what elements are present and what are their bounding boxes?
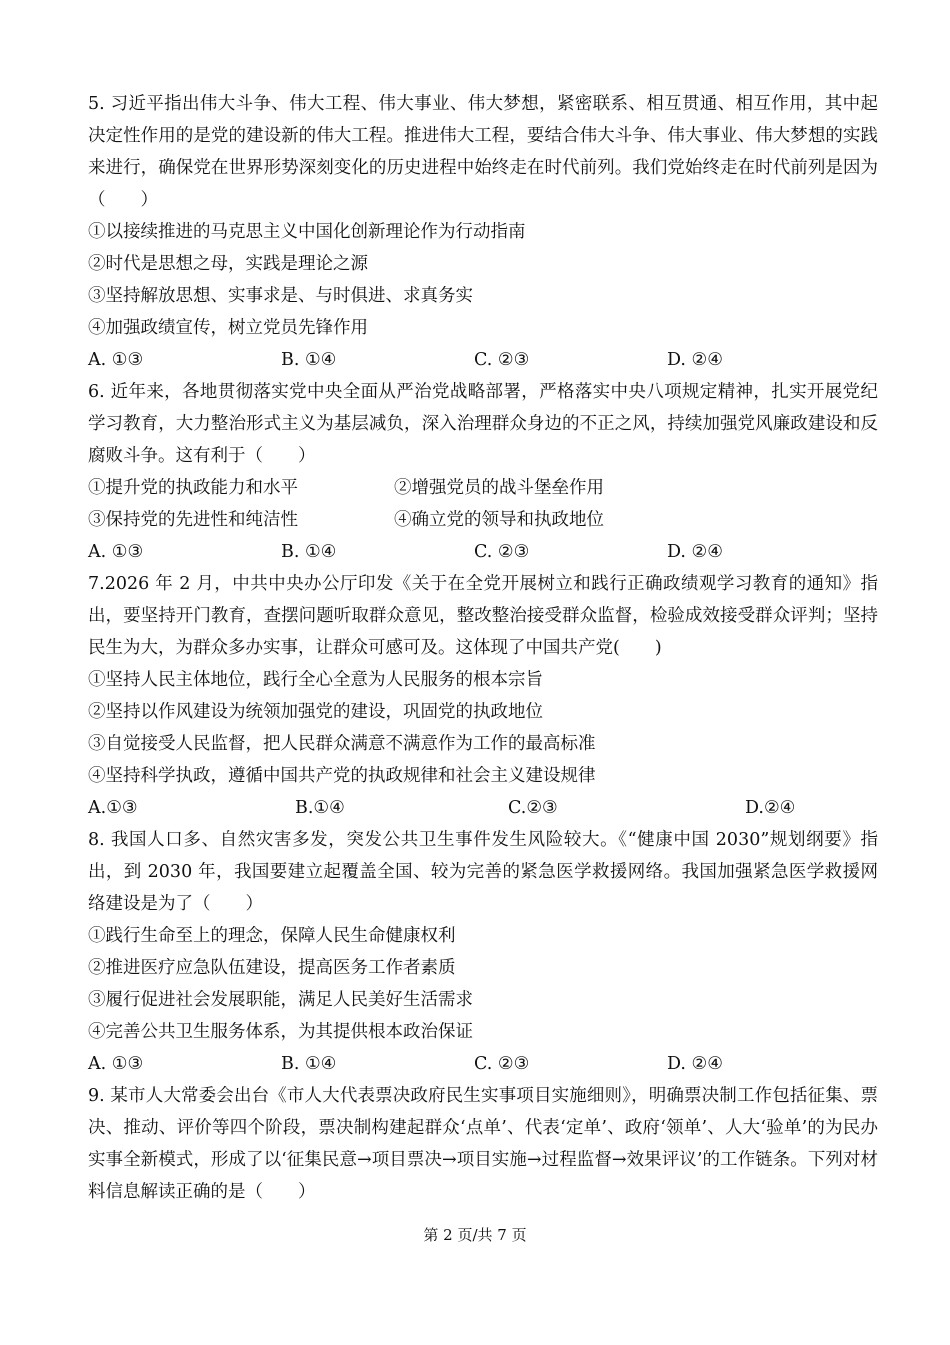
question-7-option-a: A.①③ [88, 798, 138, 818]
question-6 [88, 376, 878, 568]
question-5-option-d: D. ②④ [667, 350, 723, 370]
question-7-option-c: C.②③ [508, 798, 558, 818]
question-7-option-b: B.①④ [295, 798, 345, 818]
question-6-option-c: C. ②③ [474, 542, 530, 562]
question-7-stem: 7.2026 年 2 月，中共中央办公厅印发《关于在全党开展树立和践行正确政绩观学习教育的通知》指出，要坚持开门教育，查摆问题听取群众意见，整改整治接受群众监督，检验成效接受群众评判；坚持民生为大，为群众多办实事，让群众可感可及。这体现了中国共产党( ) [88, 574, 878, 658]
question-7-item-4: ④坚持科学执政，遵循中国共产党的执政规律和社会主义建设规律 [88, 766, 596, 786]
question-6-options [88, 536, 878, 568]
question-8-item-1: ①践行生命至上的理念，保障人民生命健康权利 [88, 926, 456, 946]
question-9-stem: 9. 某市人大常委会出台《市人大代表票决政府民生实事项目实施细则》，明确票决制工作包括征集、票决、推动、评价等四个阶段，票决制构建起群众‘点单’、代表‘定单’、政府‘领单’、人大‘验单’的为民办实事全新模式，形成了以‘征集民意→项目票决→项目实施→过程监督→效果评议’的工作链条。下列对材料信息解读正确的是（ ） [88, 1086, 878, 1202]
question-8-item-4: ④完善公共卫生服务体系，为其提供根本政治保证 [88, 1022, 473, 1042]
question-5-option-c: C. ②③ [474, 350, 530, 370]
question-5-option-a: A. ①③ [88, 350, 144, 370]
question-5-item-4: ④加强政绩宣传，树立党员先锋作用 [88, 318, 368, 338]
question-7-option-d: D.②④ [745, 798, 796, 818]
question-6-items-row-2 [88, 504, 878, 536]
page-footer: 第 2 页/共 7 页 [423, 1226, 527, 1244]
question-6-option-b: B. ①④ [281, 542, 337, 562]
question-5-stem: 5. 习近平指出伟大斗争、伟大工程、伟大事业、伟大梦想，紧密联系、相互贯通、相互作用，其中起决定性作用的是党的建设新的伟大工程。推进伟大工程，要结合伟大斗争、伟大事业、伟大梦想的实践来进行，确保党在世界形势深刻变化的历史进程中始终走在时代前列。我们党始终走在时代前列是因为（ ） [88, 94, 878, 210]
question-7-item-2: ②坚持以作风建设为统领加强党的建设，巩固党的执政地位 [88, 702, 543, 722]
question-6-item-4: ④确立党的领导和执政地位 [394, 510, 604, 530]
question-6-item-1: ①提升党的执政能力和水平 [88, 478, 298, 498]
question-8-option-d: D. ②④ [667, 1054, 723, 1074]
question-7 [88, 568, 878, 824]
question-5-item-3: ③坚持解放思想、实事求是、与时俱进、求真务实 [88, 286, 473, 306]
question-6-stem: 6. 近年来，各地贯彻落实党中央全面从严治党战略部署，严格落实中央八项规定精神，扎实开展党纪学习教育，大力整治形式主义为基层减负，深入治理群众身边的不正之风，持续加强党风廉政建设和反腐败斗争。这有利于（ ） [88, 382, 878, 466]
question-6-item-2: ②增强党员的战斗堡垒作用 [394, 478, 604, 498]
question-7-item-3: ③自觉接受人民监督，把人民群众满意不满意作为工作的最高标准 [88, 734, 596, 754]
question-5 [88, 88, 878, 376]
question-8-options [88, 1048, 878, 1080]
question-8-option-c: C. ②③ [474, 1054, 530, 1074]
question-6-option-d: D. ②④ [667, 542, 723, 562]
question-8 [88, 824, 878, 1080]
question-9 [88, 1080, 878, 1208]
question-6-option-a: A. ①③ [88, 542, 144, 562]
page-content [88, 88, 878, 1208]
question-5-item-1: ①以接续推进的马克思主义中国化创新理论作为行动指南 [88, 222, 526, 242]
question-5-option-b: B. ①④ [281, 350, 337, 370]
question-6-items-row-1 [88, 472, 878, 504]
question-5-options [88, 344, 878, 376]
question-8-option-a: A. ①③ [88, 1054, 144, 1074]
question-7-item-1: ①坚持人民主体地位，践行全心全意为人民服务的根本宗旨 [88, 670, 543, 690]
question-8-stem: 8. 我国人口多、自然灾害多发，突发公共卫生事件发生风险较大。《“健康中国 2030”规划纲要》指出，到 2030 年，我国要建立起覆盖全国、较为完善的紧急医学救援网络。我国加强紧急医学救援网络建设是为了（ ） [88, 830, 878, 914]
question-5-item-2: ②时代是思想之母，实践是理论之源 [88, 254, 368, 274]
question-6-item-3: ③保持党的先进性和纯洁性 [88, 510, 298, 530]
question-7-options [88, 792, 878, 824]
question-8-item-2: ②推进医疗应急队伍建设，提高医务工作者素质 [88, 958, 456, 978]
question-8-item-3: ③履行促进社会发展职能，满足人民美好生活需求 [88, 990, 473, 1010]
question-8-option-b: B. ①④ [281, 1054, 337, 1074]
